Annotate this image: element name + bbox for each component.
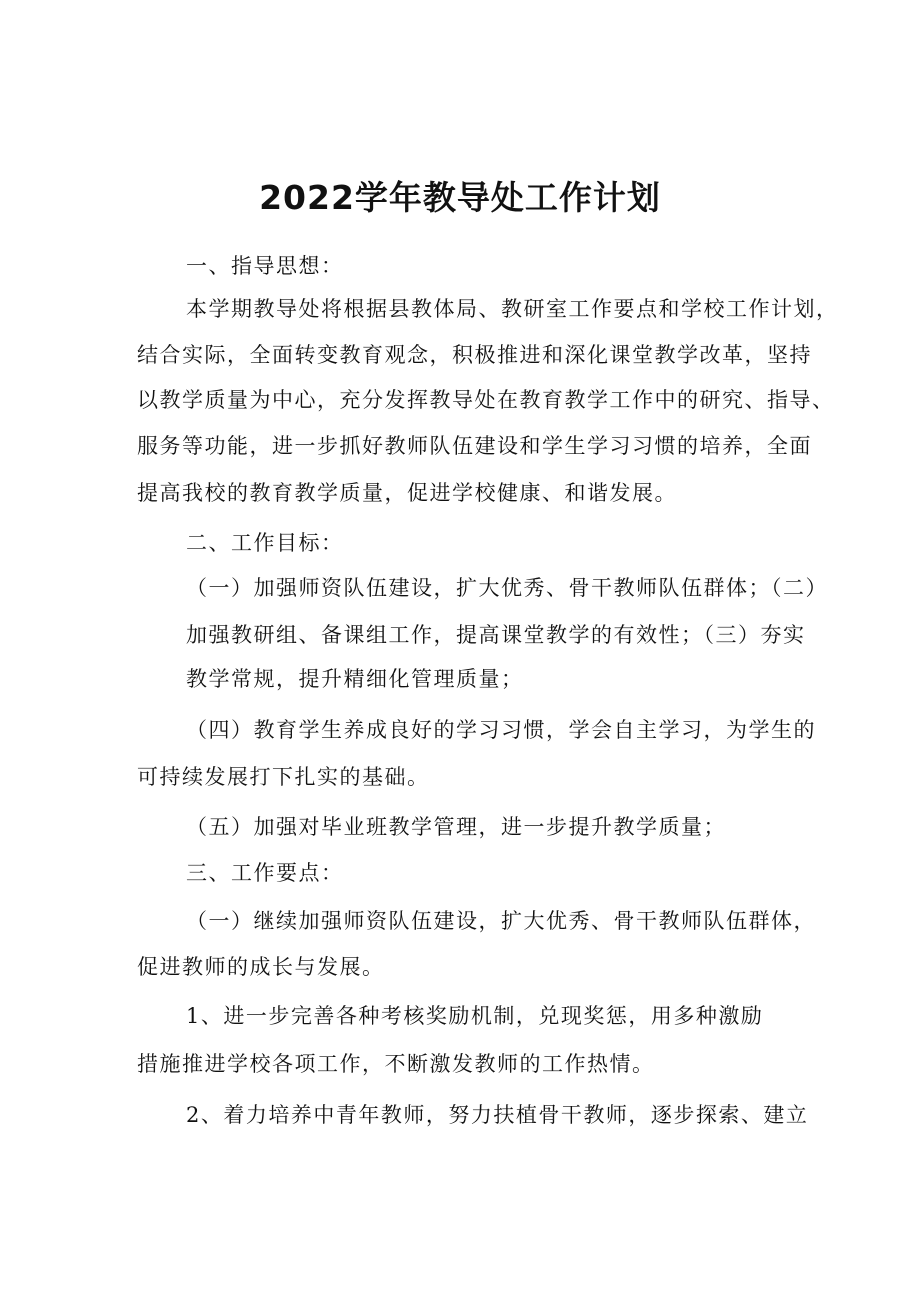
heading-work-goals: 二、工作目标： — [186, 531, 344, 555]
paragraph-line: 1、进一步完善各种考核奖励机制，兑现奖惩，用多种激励 — [186, 1004, 764, 1028]
document-title: 2022学年教导处工作计划 — [259, 178, 661, 217]
paragraph-line: 教学常规，提升精细化管理质量； — [186, 667, 524, 691]
paragraph-line: 结合实际，全面转变教育观念，积极推进和深化课堂教学改革，坚持 — [137, 343, 812, 367]
paragraph-line: （一）加强师资队伍建设，扩大优秀、骨干教师队伍群体；（二） — [186, 576, 828, 600]
paragraph-line: （五）加强对毕业班教学管理，进一步提升教学质量； — [186, 815, 726, 839]
paragraph-line: 促进教师的成长与发展。 — [137, 955, 385, 979]
paragraph-line: 服务等功能，进一步抓好教师队伍建设和学生学习习惯的培养，全面 — [137, 434, 812, 458]
paragraph-line: 措施推进学校各项工作，不断激发教师的工作热情。 — [137, 1052, 655, 1076]
heading-work-points: 三、工作要点： — [186, 861, 344, 885]
paragraph-line: 提高我校的教育教学质量，促进学校健康、和谐发展。 — [137, 481, 677, 505]
paragraph-line: 以教学质量为中心，充分发挥教导处在教育教学工作中的研究、指导、 — [137, 388, 835, 412]
paragraph-line: （一）继续加强师资队伍建设，扩大优秀、骨干教师队伍群体， — [186, 909, 816, 933]
paragraph-line: （四）教育学生养成良好的学习习惯，学会自主学习，为学生的 — [186, 718, 816, 742]
paragraph-line: 本学期教导处将根据县教体局、教研室工作要点和学校工作计划， — [186, 297, 839, 321]
paragraph-line: 2、着力培养中青年教师，努力扶植骨干教师，逐步探索、建立 — [186, 1103, 809, 1127]
paragraph-line: 可持续发展打下扎实的基础。 — [137, 765, 430, 789]
heading-guiding-ideology: 一、指导思想： — [186, 254, 344, 278]
paragraph-line: 加强教研组、备课组工作，提高课堂教学的有效性；（三）夯实 — [186, 623, 806, 647]
